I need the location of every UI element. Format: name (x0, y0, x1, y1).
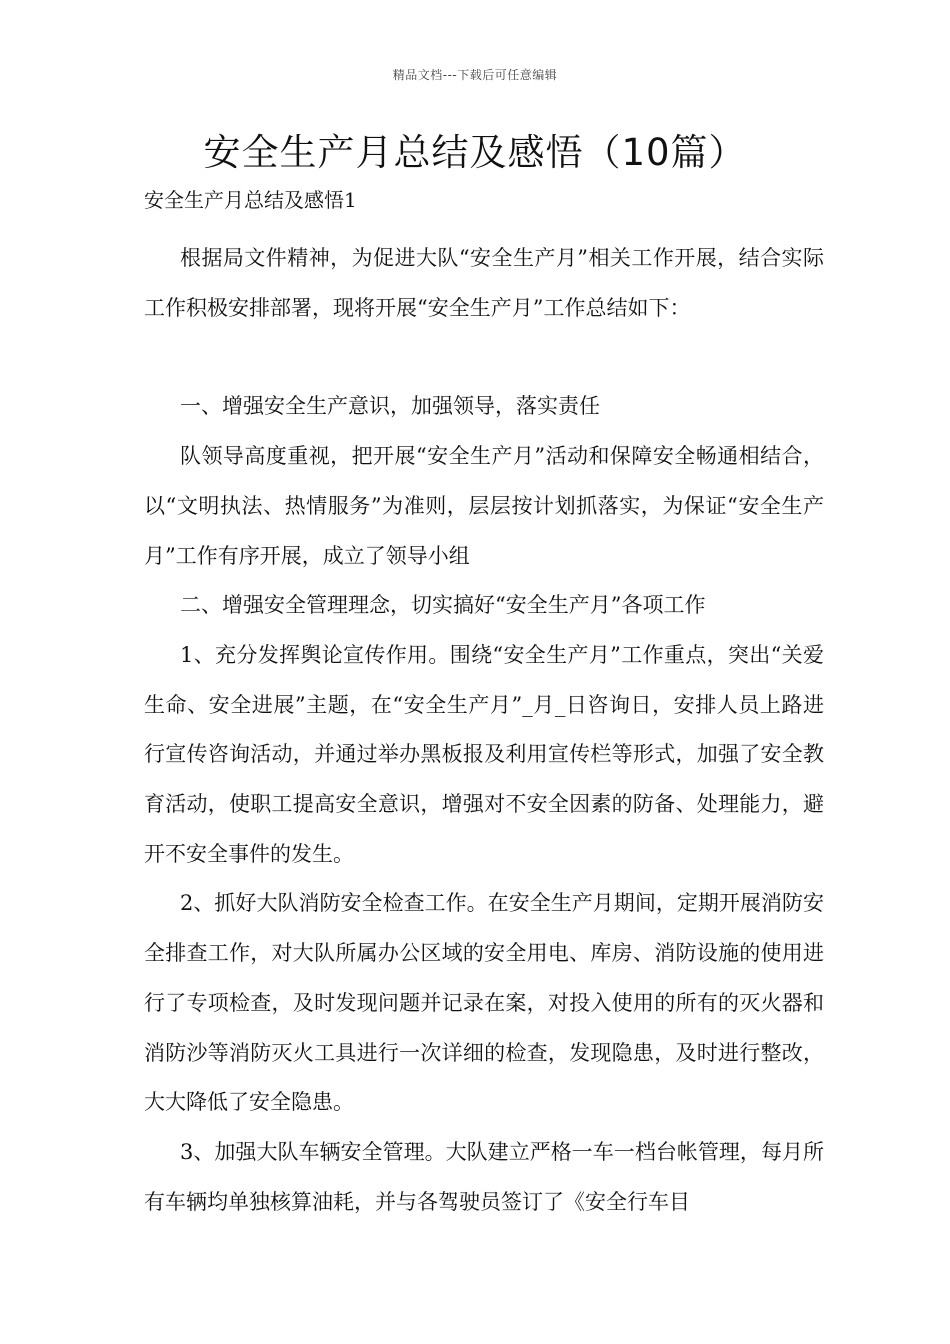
body-paragraph: 2、抓好大队消防安全检查工作。在安全生产月期间，定期开展消防安全排查工作，对大队所属办公区域的安全用电、库房、消防设施的使用进行了专项检查，及时发现问题并记录在案，对投入使用的所有的灭火器和消防沙等消防灭火工具进行一次详细的检查，发现隐患，及时进行整改，大大降低了安全隐患。 (144, 891, 824, 1115)
section-heading-2: 二、增强安全管理理念，切实搞好“安全生产月”各项工作 (180, 593, 706, 618)
header-note: 精品文档---下载后可任意编辑 (392, 68, 558, 82)
body-paragraph: 队领导高度重视，把开展“安全生产月”活动和保障安全畅通相结合，以“文明执法、热情服务”为准则，层层按计划抓落实，为保证“安全生产月”工作有序开展，成立了领导小组 (144, 444, 824, 568)
section-heading-1: 一、增强安全生产意识，加强领导，落实责任 (180, 394, 600, 419)
document-body (144, 234, 824, 1227)
body-paragraph: 1、充分发挥舆论宣传作用。围绕“安全生产月”工作重点，突出“关爱生命、安全进展”主题，在“安全生产月”_月_日咨询日，安排人员上路进行宣传咨询活动，并通过举办黑板报及利用宣传栏等形式，加强了安全教育活动，使职工提高安全意识，增强对不安全因素的防备、处理能力，避开不安全事件的发生。 (144, 642, 824, 866)
section-subtitle: 安全生产月总结及感悟1 (144, 188, 357, 212)
body-paragraph: 3、加强大队车辆安全管理。大队建立严格一车一档台帐管理，每月所有车辆均单独核算油耗，并与各驾驶员签订了《安全行车目 (144, 1139, 824, 1214)
intro-paragraph: 根据局文件精神，为促进大队“安全生产月”相关工作开展，结合实际工作积极安排部署，现将开展“安全生产月”工作总结如下： (144, 246, 824, 320)
document-title: 安全生产月总结及感悟（10篇） (203, 131, 747, 174)
